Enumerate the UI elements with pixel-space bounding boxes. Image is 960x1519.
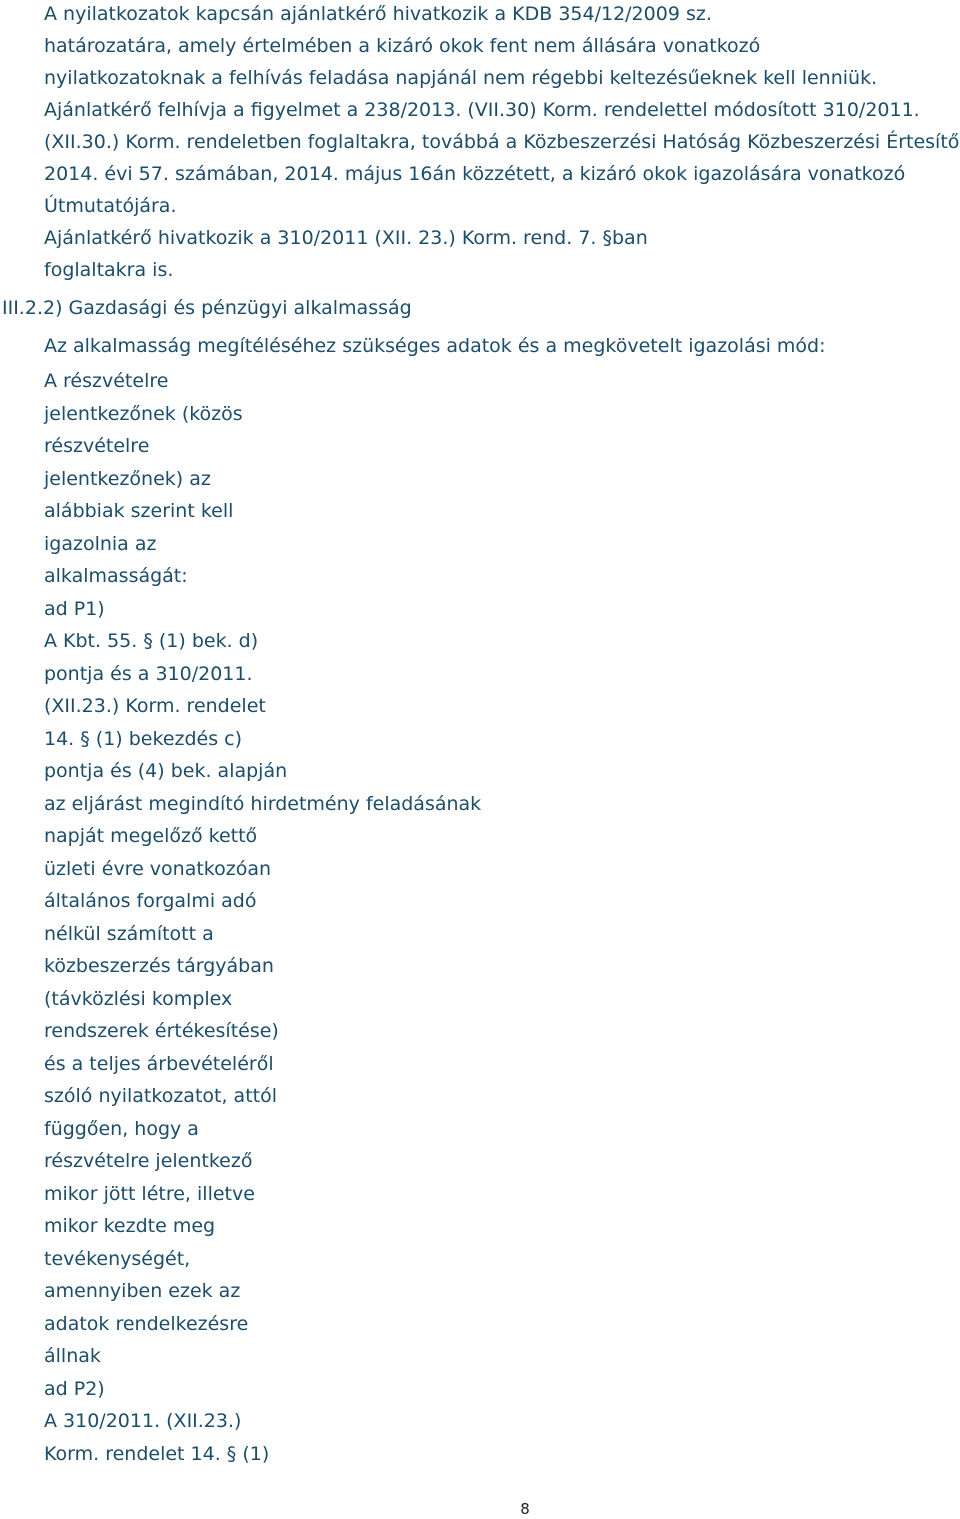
body-line: állnak (44, 1345, 101, 1367)
body-line: pontja és a 310/2011. (44, 662, 253, 685)
body-line: részvételre jelentkező (44, 1150, 253, 1172)
page-number: 8 (520, 1500, 530, 1518)
body-line: A részvételre (44, 370, 169, 392)
body-line: jelentkezőnek (közös (44, 402, 243, 425)
body-line: A Kbt. 55. § (1) bek. d) (44, 630, 259, 652)
body-line: jelentkezőnek) az (44, 467, 211, 490)
reference-line: foglaltakra is. (44, 259, 174, 281)
body-line: üzleti évre vonatkozóan (44, 857, 272, 880)
intro-line: Útmutatójára. (44, 195, 177, 217)
body-line: rendszerek értékesítése) (44, 1020, 279, 1042)
body-line: részvételre (44, 435, 150, 457)
intro-line: Ajánlatkérő felhívja a figyelmet a 238/2013. (VII.30) Korm. rendelettel módosított 310/2011. (44, 99, 920, 121)
body-line: mikor kezdte meg (44, 1215, 216, 1237)
body-line: (távközlési komplex (44, 987, 233, 1010)
body-line: Korm. rendelet 14. § (1) (44, 1442, 270, 1465)
body-line: mikor jött létre, illetve (44, 1182, 255, 1205)
reference-line: Ajánlatkérő hivatkozik a 310/2011 (XII. 23.) Korm. rend. 7. §ban (44, 227, 648, 249)
body-line: alkalmasságát: (44, 565, 188, 587)
body-line: amennyiben ezek az (44, 1280, 241, 1302)
intro-line: határozatára, amely értelmében a kizáró okok fent nem állására vonatkozó (44, 35, 761, 57)
body-line: ad P1) (44, 597, 105, 620)
intro-line: (XII.30.) Korm. rendeletben foglaltakra, továbbá a Közbeszerzési Hatóság Közbeszerzési Értesítő (44, 131, 960, 153)
body-line: az eljárást megindító hirdetmény feladásának (44, 792, 482, 815)
body-line: függően, hogy a (44, 1117, 199, 1140)
body-line: közbeszerzés tárgyában (44, 955, 274, 977)
section-subheading: Az alkalmasság megítéléséhez szükséges adatok és a megkövetelt igazolási mód: (44, 335, 826, 357)
body-line: szóló nyilatkozatot, attól (44, 1085, 277, 1107)
body-line: igazolnia az (44, 532, 157, 555)
body-line: adatok rendelkezésre (44, 1312, 249, 1335)
body-line: alábbiak szerint kell (44, 500, 234, 522)
body-line: ad P2) (44, 1377, 105, 1400)
body-line: A 310/2011. (XII.23.) (44, 1410, 242, 1432)
section-heading: III.2.2) Gazdasági és pénzügyi alkalmasság (2, 297, 412, 319)
intro-line: A nyilatkozatok kapcsán ajánlatkérő hivatkozik a KDB 354/12/2009 sz. (44, 3, 712, 25)
body-line: (XII.23.) Korm. rendelet (44, 695, 266, 717)
intro-line: 2014. évi 57. számában, 2014. május 16án közzétett, a kizáró okok igazolására vonatkozó (44, 163, 906, 185)
body-line: napját megelőző kettő (44, 825, 258, 847)
intro-line: nyilatkozatoknak a felhívás feladása napjánál nem régebbi keltezésűeknek kell lenniük. (44, 67, 878, 89)
body-line: nélkül számított a (44, 922, 214, 945)
body-line: és a teljes árbevételéről (44, 1052, 274, 1075)
body-line: 14. § (1) bekezdés c) (44, 727, 243, 750)
body-line: általános forgalmi adó (44, 890, 257, 912)
body-line: tevékenységét, (44, 1247, 191, 1270)
body-line: pontja és (4) bek. alapján (44, 760, 288, 782)
